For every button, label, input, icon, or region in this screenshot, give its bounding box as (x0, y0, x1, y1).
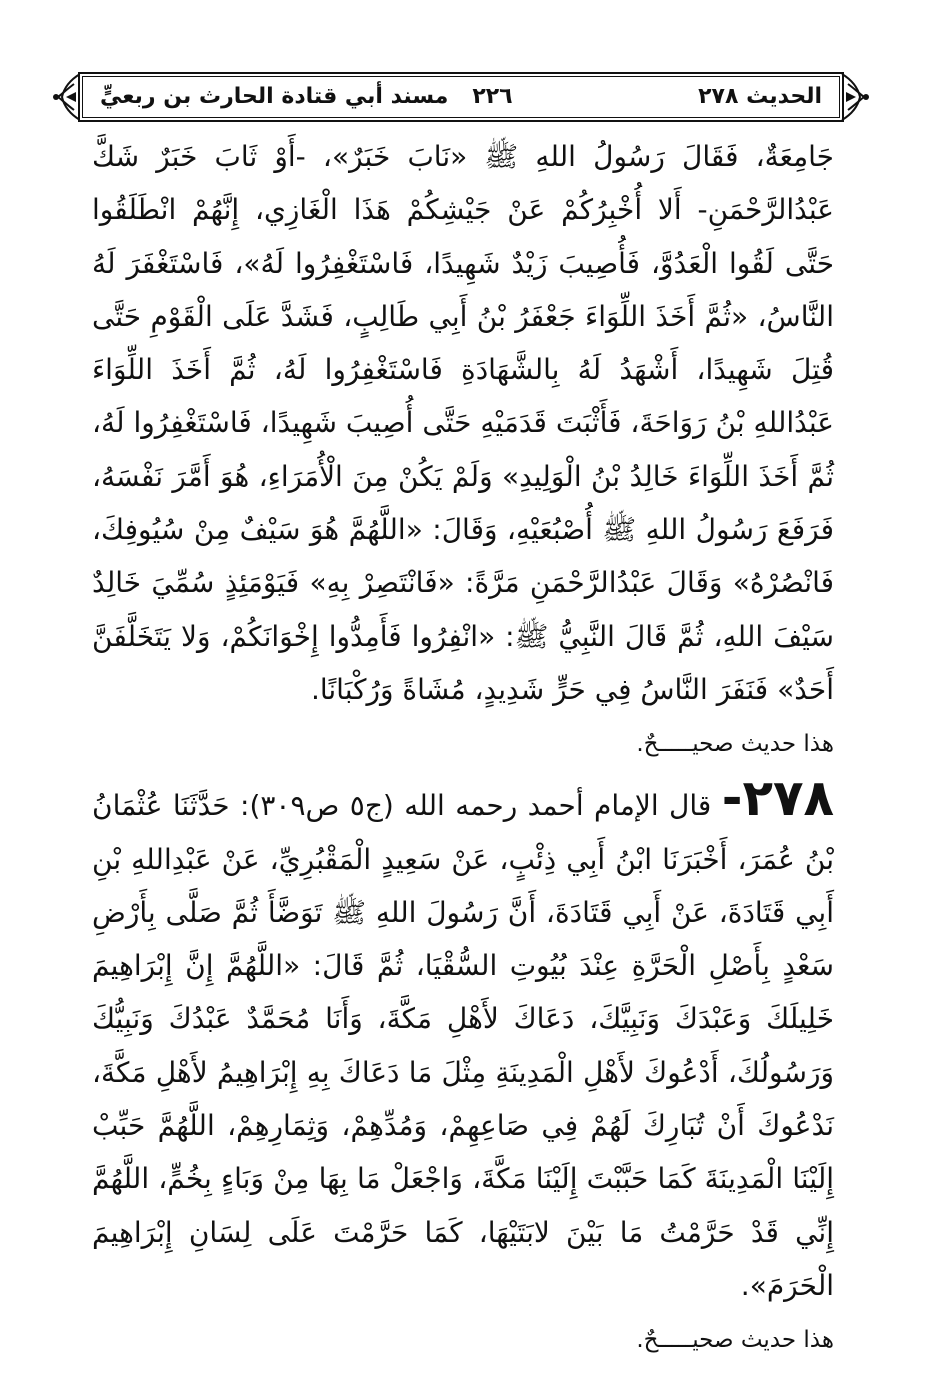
verdict-1: هذا حديث صحيـــــحٌ. (636, 731, 834, 758)
passage-2 (92, 769, 835, 1312)
page-number: ٢٢٦ (472, 83, 513, 109)
passage-1: جَامِعَةٌ، فَقَالَ رَسُولُ اللهِ ﷺ «نَابَ خَبَرٌ»، -أَوْ ثَابَ خَبَرٌ شَكَّ عَبْدُالرَّحْمَنِ- أَلا أُخْبِرُكُمْ عَنْ جَيْشِكُمْ هَذَا الْغَازِي، إِنَّهُمْ انْطَلَقُوا حَتَّى لَقُوا الْعَدُوَّ، فَأُصِيبَ زَيْدٌ شَهِيدًا، فَاسْتَغْفِرُوا لَهُ»، فَاسْتَغْفَرَ لَهُ النَّاسُ، «ثُمَّ أَخَذَ اللِّوَاءَ جَعْفَرُ بْنُ أَبِي طَالِبٍ، فَشَدَّ عَلَى الْقَوْمِ حَتَّى قُتِلَ شَهِيدًا، أَشْهَدُ لَهُ بِالشَّهَادَةِ فَاسْتَغْفِرُوا لَهُ، ثُمَّ أَخَذَ اللِّوَاءَ عَبْدُاللهِ بْنُ رَوَاحَةَ، فَأَثْبَتَ قَدَمَيْهِ حَتَّى أُصِيبَ شَهِيدًا، فَاسْتَغْفِرُوا لَهُ، ثُمَّ أَخَذَ اللِّوَاءَ خَالِدُ بْنُ الْوَلِيدِ» وَلَمْ يَكُنْ مِنَ الْأُمَرَاءِ، هُوَ أَمَّرَ نَفْسَهُ، فَرَفَعَ رَسُولُ اللهِ ﷺ أُصْبُعَيْهِ، وَقَالَ: «اللَّهُمَّ هُوَ سَيْفٌ مِنْ سُيُوفِكَ، فَانْصُرْهُ» وَقَالَ عَبْدُالرَّحْمَنِ مَرَّةً: «فَانْتَصِرْ بِهِ» فَيَوْمَئِذٍ سُمِّيَ خَالِدٌ سَيْفَ اللهِ، ثُمَّ قَالَ النَّبِيُّ ﷺ: «انْفِرُوا فَأَمِدُّوا إِخْوَانَكُمْ، وَلا يَتَخَلَّفَنَّ أَحَدٌ» فَنَفَرَ النَّاسُ فِي حَرٍّ شَدِيدٍ، مُشَاةً وَرُكْبَانًا. (92, 140, 834, 706)
hadith-number: ٢٧٨- (721, 769, 835, 828)
passage-2-text: قال الإمام أحمد رحمه الله (ج٥ ص٣٠٩): حَدَّثَنَا عُثْمَانُ بْنُ عُمَرَ، أَخْبَرَنَا ابْنُ أَبِي ذِئْبٍ، عَنْ سَعِيدٍ الْمَقْبُرِيِّ، عَنْ عَبْدِاللهِ بْنِ أَبِي قَتَادَةَ، عَنْ أَبِي قَتَادَةَ، أَنَّ رَسُولَ اللهِ ﷺ تَوَضَّأَ ثُمَّ صَلَّى بِأَرْضِ سَعْدٍ بِأَصْلِ الْحَرَّةِ عِنْدَ بُيُوتِ السُّقْيَا، ثُمَّ قَالَ: «اللَّهُمَّ إِنَّ إِبْرَاهِيمَ خَلِيلَكَ وَعَبْدَكَ وَنَبِيَّكَ، دَعَاكَ لأَهْلِ مَكَّةَ، وَأَنَا مُحَمَّدٌ عَبْدُكَ وَنَبِيُّكَ وَرَسُولُكَ، أَدْعُوكَ لأَهْلِ الْمَدِينَةِ مِثْلَ مَا دَعَاكَ بِهِ إِبْرَاهِيمُ لأَهْلِ مَكَّةَ، نَدْعُوكَ أَنْ تُبَارِكَ لَهُمْ فِي صَاعِهِمْ، وَمُدِّهِمْ، وَثِمَارِهِمْ، اللَّهُمَّ حَبِّبْ إِلَيْنَا الْمَدِينَةَ كَمَا حَبَّبْتَ إِلَيْنَا مَكَّةَ، وَاجْعَلْ مَا بِهَا مِنْ وَبَاءٍ بِخُمٍّ، اللَّهُمَّ إِنِّي قَدْ حَرَّمْتُ مَا بَيْنَ لابَتَيْهَا، كَمَا حَرَّمْتَ عَلَى لِسَانِ إِبْرَاهِيمَ الْحَرَمَ». (92, 789, 834, 1302)
page-header (52, 70, 870, 124)
header-row (100, 76, 822, 116)
ornament-right-icon (840, 70, 870, 124)
book-title: مسند أبي قتادة الحارث بن ربعيٍّ (100, 83, 449, 109)
header-center (100, 84, 513, 109)
hadith-label: الحديث ٢٧٨ (698, 83, 822, 109)
verdict-2: هذا حديث صحيـــــحٌ. (636, 1327, 834, 1354)
page-content (92, 130, 834, 1368)
